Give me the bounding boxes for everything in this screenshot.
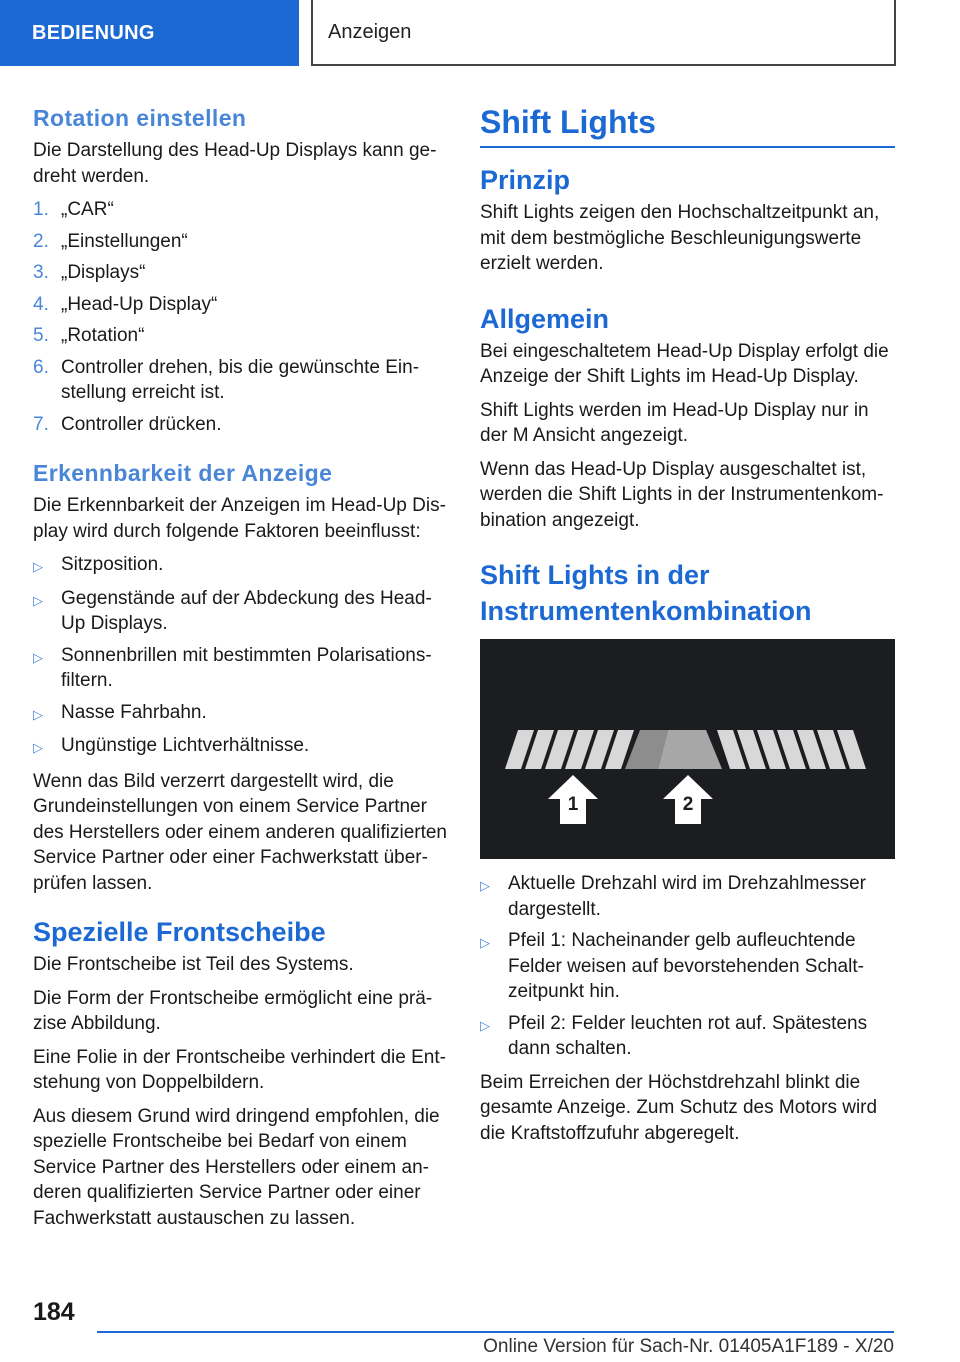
- triangle-bullet-icon: ▷: [33, 592, 43, 608]
- item-text: Pfeil 1: Nacheinander gelb aufleuchtende Felder weisen auf bevorstehenden Schalt-zeitpunkt hin.: [508, 930, 864, 1002]
- triangle-bullet-icon: ▷: [480, 935, 490, 950]
- factor-text: Nasse Fahrbahn.: [61, 701, 207, 723]
- list-item: [33, 586, 448, 637]
- step-item: [33, 355, 448, 406]
- step-text: „Displays“: [61, 262, 146, 283]
- heading-principle: Prinzip: [480, 165, 571, 195]
- item-text: Aktuelle Drehzahl wird im Drehzahlmesser dargestellt.: [508, 873, 866, 920]
- general-p3: Wenn das Head-Up Display ausgeschaltet ist, werden die Shift Lights in der Instrumentenkom-bination angezeigt.: [480, 458, 884, 531]
- list-item: [480, 928, 895, 1005]
- windshield-p3: Eine Folie in der Frontscheibe verhindert die Ent-stehung von Doppelbildern.: [33, 1046, 446, 1093]
- step-item: [33, 260, 448, 286]
- step-text: „Rotation“: [61, 325, 145, 346]
- step-text: „Head-Up Display“: [61, 293, 218, 315]
- general-p2: Shift Lights werden im Head-Up Display nur in der M Ansicht angezeigt.: [480, 399, 869, 446]
- visibility-factors: [33, 552, 448, 761]
- step-text: „Einstellungen“: [61, 230, 188, 252]
- footer-text: Online Version für Sach-Nr. 01405A1F189 - X/20: [483, 1336, 894, 1357]
- rotation-steps: [33, 197, 448, 437]
- footer-divider: [97, 1331, 894, 1333]
- shift-lights-illustration: [480, 639, 895, 859]
- triangle-bullet-icon: ▷: [33, 740, 43, 755]
- triangle-bullet-icon: ▷: [480, 878, 490, 893]
- cluster-outro: Beim Erreichen der Höchstdrehzahl blinkt die gesamte Anzeige. Zum Schutz des Motors wird die Kraftstoffzufuhr abgeregelt.: [480, 1071, 878, 1144]
- cluster-items: [480, 871, 895, 1062]
- arrow-1-label: 1: [567, 794, 579, 815]
- section-header: [311, 0, 896, 66]
- section-label: Anzeigen: [328, 20, 412, 43]
- right-column: [480, 100, 895, 1154]
- visibility-outro: Wenn das Bild verzerrt dargestellt wird, die Grundeinstellungen von einem Service Partner des Herstellers oder einem anderen qualifizierten Service Partner oder einer Fachwerkstatt über-prüfen lassen.: [33, 770, 448, 894]
- step-item: [33, 197, 448, 223]
- step-number: 5.: [33, 325, 49, 346]
- chapter-label: BEDIENUNG: [32, 21, 155, 44]
- step-text: Controller drehen, bis die gewünschte Ein-stellung erreicht ist.: [61, 356, 420, 403]
- windshield-p1: Die Frontscheibe ist Teil des Systems.: [33, 954, 354, 975]
- list-item: [33, 700, 448, 728]
- arrow-2-label: 2: [682, 794, 694, 815]
- step-text: „CAR“: [61, 199, 114, 220]
- heading-windshield: Spezielle Frontscheibe: [33, 917, 326, 947]
- left-column: [33, 100, 448, 1239]
- step-number: 6.: [33, 356, 49, 378]
- triangle-bullet-icon: ▷: [33, 559, 43, 574]
- factor-text: Sonnenbrillen mit bestimmten Polarisations-filtern.: [61, 644, 432, 691]
- list-item: [33, 643, 448, 694]
- visibility-intro: Die Erkennbarkeit der Anzeigen im Head-Up Dis-play wird durch folgende Faktoren beeinflusst:: [33, 495, 446, 542]
- page-number: 184: [33, 1298, 75, 1326]
- step-number: 4.: [33, 293, 49, 315]
- step-number: 2.: [33, 230, 49, 252]
- chapter-tab: [0, 0, 299, 66]
- factor-text: Gegenstände auf der Abdeckung des Head-Up Displays.: [61, 587, 432, 634]
- stripes-right-icon: [717, 730, 866, 769]
- triangle-bullet-icon: ▷: [33, 649, 43, 665]
- heading-visibility: Erkennbarkeit der Anzeige: [33, 460, 333, 486]
- heading-rotation: Rotation einstellen: [33, 105, 247, 131]
- general-p1: Bei eingeschaltetem Head-Up Display erfolgt die Anzeige der Shift Lights im Head-Up Display.: [480, 340, 889, 387]
- triangle-bullet-icon: ▷: [33, 706, 43, 722]
- factor-text: Ungünstige Lichtverhältnisse.: [61, 735, 310, 756]
- shift-lights-figure: [480, 639, 895, 859]
- list-item: [480, 1011, 895, 1062]
- windshield-p4: Aus diesem Grund wird dringend empfohlen, die spezielle Frontscheibe bei Bedarf von einem Service Partner des Herstellers oder einem an-deren qualifizierten Service Partner oder einer Fachwerkstatt austauschen zu lassen.: [33, 1105, 440, 1229]
- step-text: Controller drücken.: [61, 413, 222, 435]
- triangle-bullet-icon: ▷: [480, 1017, 490, 1033]
- list-item: [33, 733, 448, 761]
- windshield-p2: Die Form der Frontscheibe ermöglicht eine prä-zise Abbildung.: [33, 987, 433, 1034]
- heading-general: Allgemein: [480, 303, 610, 334]
- step-number: 3.: [33, 262, 49, 283]
- heading-cluster: Shift Lights in der Instrumentenkombination: [480, 560, 812, 626]
- list-item: [33, 552, 448, 580]
- item-text: Pfeil 2: Felder leuchten rot auf. Spätestens dann schalten.: [508, 1012, 868, 1059]
- step-item: [33, 412, 448, 438]
- step-number: 1.: [33, 199, 49, 220]
- list-item: [480, 871, 895, 922]
- rotation-intro: Die Darstellung des Head-Up Displays kann ge-dreht werden.: [33, 140, 437, 187]
- principle-text: Shift Lights zeigen den Hochschaltzeitpunkt an, mit dem bestmögliche Beschleunigungswerte erzielt werden.: [480, 202, 880, 274]
- page-title: Shift Lights: [480, 100, 895, 148]
- step-item: [33, 323, 448, 349]
- step-item: [33, 229, 448, 255]
- step-number: 7.: [33, 413, 49, 435]
- step-item: [33, 292, 448, 318]
- factor-text: Sitzposition.: [61, 554, 164, 575]
